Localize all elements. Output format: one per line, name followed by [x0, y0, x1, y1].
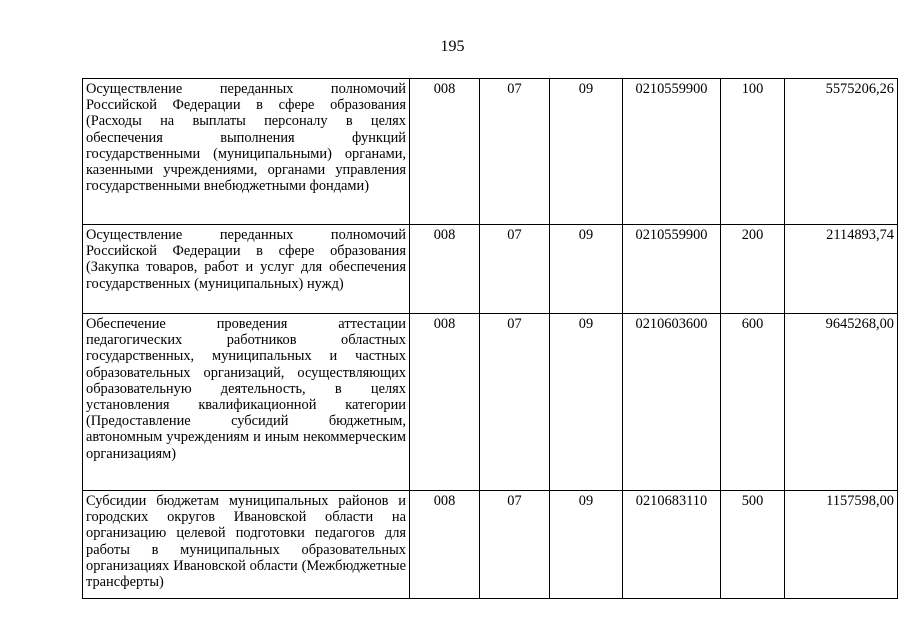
expense-type-code: 500 [721, 491, 785, 599]
amount-value: 9645268,00 [785, 314, 898, 491]
target-article-code: 0210559900 [623, 79, 721, 225]
row-description: Субсидии бюджетам муниципальных районов и городских округов Ивановской области на организацию целевой подготовки педагогов для работы в муниципальных образовательных организациях Ивановской области (Межбюджетные трансферты) [83, 491, 410, 599]
ministry-code: 008 [410, 491, 480, 599]
section-code: 07 [480, 491, 550, 599]
row-description: Обеспечение проведения аттестации педагогических работников областных государственных, муниципальных и частных образовательных организаций, осуществляющих образовательную деятельность, в целях установления квалификационной категории (Предоставление субсидий бюджетным, автономным учреждениям и иным некоммерческим организациям) [83, 314, 410, 491]
expense-type-code: 200 [721, 225, 785, 314]
ministry-code: 008 [410, 79, 480, 225]
section-code: 07 [480, 79, 550, 225]
subsection-code: 09 [550, 225, 623, 314]
expense-type-code: 100 [721, 79, 785, 225]
target-article-code: 0210683110 [623, 491, 721, 599]
row-description: Осуществление переданных полномочий Российской Федерации в сфере образования (Расходы на выплаты персоналу в целях обеспечения выполнения функций государственными (муниципальными) органами, казенными учреждениями, органами управления государственными внебюджетными фондами) [83, 79, 410, 225]
target-article-code: 0210603600 [623, 314, 721, 491]
expense-type-code: 600 [721, 314, 785, 491]
subsection-code: 09 [550, 491, 623, 599]
amount-value: 1157598,00 [785, 491, 898, 599]
subsection-code: 09 [550, 79, 623, 225]
amount-value: 5575206,26 [785, 79, 898, 225]
ministry-code: 008 [410, 225, 480, 314]
section-code: 07 [480, 314, 550, 491]
table-row [83, 314, 898, 491]
ministry-code: 008 [410, 314, 480, 491]
table-row [83, 79, 898, 225]
table-row [83, 225, 898, 314]
budget-table [82, 78, 898, 599]
page-number: 195 [440, 38, 465, 55]
row-description: Осуществление переданных полномочий Российской Федерации в сфере образования (Закупка товаров, работ и услуг для обеспечения государственных (муниципальных) нужд) [83, 225, 410, 314]
subsection-code: 09 [550, 314, 623, 491]
target-article-code: 0210559900 [623, 225, 721, 314]
amount-value: 2114893,74 [785, 225, 898, 314]
section-code: 07 [480, 225, 550, 314]
table-row [83, 491, 898, 599]
